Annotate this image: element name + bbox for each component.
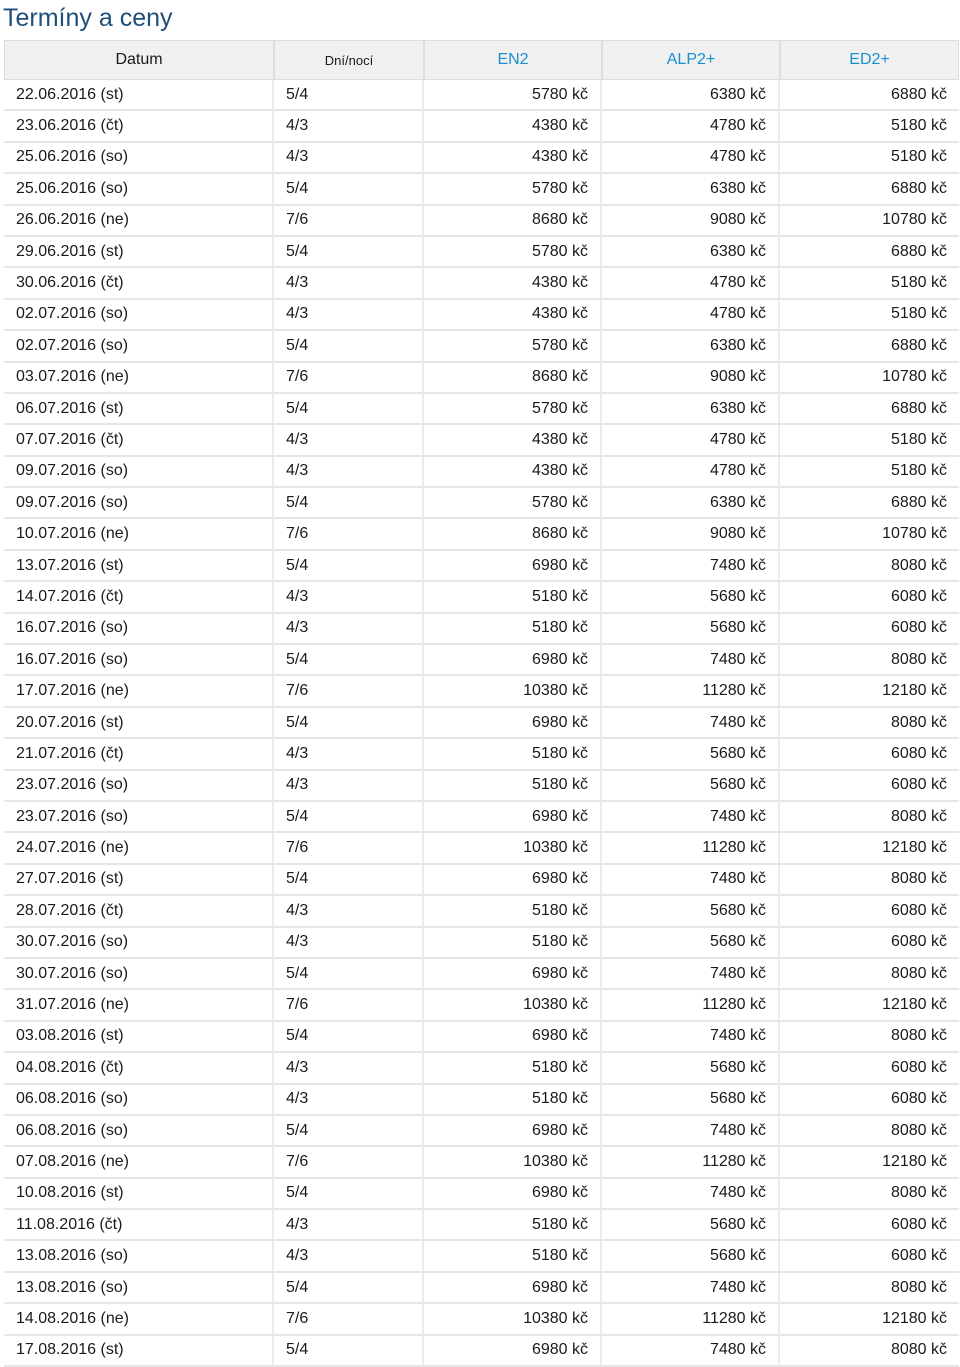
cell-price-en2: 10380 kč — [424, 1304, 602, 1335]
cell-price-en2: 5780 kč — [424, 488, 602, 519]
cell-price-en2: 10380 kč — [424, 676, 602, 707]
cell-nights: 4/3 — [274, 582, 424, 613]
cell-price-en2: 5180 kč — [424, 614, 602, 645]
cell-price-en2: 6980 kč — [424, 551, 602, 582]
cell-price-ed2: 6080 kč — [780, 739, 959, 770]
table-row — [4, 1116, 959, 1147]
cell-price-alp2: 5680 kč — [602, 771, 780, 802]
cell-price-ed2: 6080 kč — [780, 582, 959, 613]
table-row — [4, 268, 959, 299]
cell-nights: 5/4 — [274, 1179, 424, 1210]
table-header — [4, 40, 959, 80]
table-row — [4, 582, 959, 613]
table-row — [4, 771, 959, 802]
cell-price-en2: 6980 kč — [424, 1179, 602, 1210]
cell-price-ed2: 8080 kč — [780, 865, 959, 896]
table-row — [4, 708, 959, 739]
table-row — [4, 206, 959, 237]
cell-price-en2: 5780 kč — [424, 237, 602, 268]
cell-nights: 4/3 — [274, 457, 424, 488]
page-title: Termíny a ceny — [3, 4, 173, 32]
cell-price-alp2: 6380 kč — [602, 237, 780, 268]
cell-price-en2: 6980 kč — [424, 708, 602, 739]
table-row — [4, 331, 959, 362]
cell-date: 13.07.2016 (st) — [4, 551, 274, 582]
cell-nights: 7/6 — [274, 363, 424, 394]
header-row — [4, 40, 959, 80]
cell-date: 16.07.2016 (so) — [4, 645, 274, 676]
table-body — [4, 80, 959, 1367]
cell-nights: 7/6 — [274, 519, 424, 550]
table-row — [4, 551, 959, 582]
cell-price-en2: 6980 kč — [424, 1336, 602, 1367]
cell-nights: 7/6 — [274, 676, 424, 707]
cell-price-alp2: 9080 kč — [602, 206, 780, 237]
cell-date: 25.06.2016 (so) — [4, 143, 274, 174]
cell-price-alp2: 5680 kč — [602, 739, 780, 770]
cell-price-ed2: 12180 kč — [780, 990, 959, 1021]
cell-price-alp2: 9080 kč — [602, 519, 780, 550]
table-row — [4, 1085, 959, 1116]
table-row — [4, 833, 959, 864]
cell-nights: 4/3 — [274, 1241, 424, 1272]
cell-date: 30.07.2016 (so) — [4, 928, 274, 959]
cell-price-ed2: 6880 kč — [780, 331, 959, 362]
cell-date: 13.08.2016 (so) — [4, 1273, 274, 1304]
table-row — [4, 1241, 959, 1272]
cell-price-ed2: 8080 kč — [780, 708, 959, 739]
cell-price-en2: 6980 kč — [424, 865, 602, 896]
cell-price-alp2: 7480 kč — [602, 865, 780, 896]
table-row — [4, 363, 959, 394]
cell-price-ed2: 6080 kč — [780, 771, 959, 802]
cell-date: 27.07.2016 (st) — [4, 865, 274, 896]
cell-nights: 5/4 — [274, 1273, 424, 1304]
header-nights: Dní/nocí — [274, 40, 424, 80]
cell-price-en2: 5180 kč — [424, 1085, 602, 1116]
cell-price-alp2: 4780 kč — [602, 143, 780, 174]
cell-price-en2: 6980 kč — [424, 802, 602, 833]
cell-nights: 5/4 — [274, 80, 424, 111]
table-row — [4, 425, 959, 456]
cell-price-ed2: 8080 kč — [780, 1336, 959, 1367]
cell-price-ed2: 6880 kč — [780, 394, 959, 425]
cell-date: 23.06.2016 (čt) — [4, 111, 274, 142]
cell-date: 31.07.2016 (ne) — [4, 990, 274, 1021]
cell-price-en2: 6980 kč — [424, 1022, 602, 1053]
cell-date: 04.08.2016 (čt) — [4, 1053, 274, 1084]
cell-date: 30.07.2016 (so) — [4, 959, 274, 990]
cell-price-en2: 4380 kč — [424, 111, 602, 142]
cell-nights: 4/3 — [274, 739, 424, 770]
header-alp2[interactable]: ALP2+ — [602, 40, 780, 80]
cell-date: 06.08.2016 (so) — [4, 1116, 274, 1147]
cell-nights: 5/4 — [274, 1022, 424, 1053]
cell-date: 02.07.2016 (so) — [4, 331, 274, 362]
cell-price-en2: 6980 kč — [424, 645, 602, 676]
cell-price-alp2: 7480 kč — [602, 708, 780, 739]
cell-price-ed2: 6080 kč — [780, 1210, 959, 1241]
cell-price-ed2: 12180 kč — [780, 1147, 959, 1178]
cell-price-ed2: 8080 kč — [780, 1273, 959, 1304]
cell-price-en2: 6980 kč — [424, 1116, 602, 1147]
cell-nights: 7/6 — [274, 206, 424, 237]
cell-price-alp2: 7480 kč — [602, 959, 780, 990]
cell-price-ed2: 6080 kč — [780, 928, 959, 959]
cell-price-ed2: 5180 kč — [780, 300, 959, 331]
cell-nights: 4/3 — [274, 1210, 424, 1241]
table-row — [4, 739, 959, 770]
cell-nights: 5/4 — [274, 394, 424, 425]
cell-date: 17.08.2016 (st) — [4, 1336, 274, 1367]
cell-price-en2: 5180 kč — [424, 1210, 602, 1241]
cell-price-alp2: 6380 kč — [602, 174, 780, 205]
cell-price-en2: 4380 kč — [424, 143, 602, 174]
cell-date: 09.07.2016 (so) — [4, 457, 274, 488]
table-row — [4, 80, 959, 111]
cell-price-alp2: 7480 kč — [602, 1336, 780, 1367]
cell-nights: 5/4 — [274, 331, 424, 362]
cell-price-ed2: 10780 kč — [780, 206, 959, 237]
cell-price-alp2: 5680 kč — [602, 1241, 780, 1272]
cell-price-alp2: 5680 kč — [602, 928, 780, 959]
table-row — [4, 1147, 959, 1178]
cell-nights: 4/3 — [274, 143, 424, 174]
table-row — [4, 1053, 959, 1084]
cell-price-en2: 8680 kč — [424, 363, 602, 394]
table-row — [4, 111, 959, 142]
cell-price-ed2: 12180 kč — [780, 833, 959, 864]
header-en2[interactable]: EN2 — [424, 40, 602, 80]
cell-nights: 4/3 — [274, 928, 424, 959]
cell-date: 30.06.2016 (čt) — [4, 268, 274, 299]
cell-price-ed2: 6080 kč — [780, 614, 959, 645]
cell-price-alp2: 11280 kč — [602, 833, 780, 864]
cell-price-alp2: 4780 kč — [602, 457, 780, 488]
cell-price-en2: 4380 kč — [424, 268, 602, 299]
cell-nights: 5/4 — [274, 959, 424, 990]
cell-price-en2: 10380 kč — [424, 1147, 602, 1178]
table-row — [4, 1304, 959, 1335]
cell-price-en2: 5180 kč — [424, 739, 602, 770]
table-row — [4, 990, 959, 1021]
table-row — [4, 174, 959, 205]
table-row — [4, 300, 959, 331]
cell-nights: 5/4 — [274, 865, 424, 896]
cell-nights: 5/4 — [274, 237, 424, 268]
cell-date: 16.07.2016 (so) — [4, 614, 274, 645]
table-row — [4, 488, 959, 519]
cell-price-en2: 6980 kč — [424, 959, 602, 990]
cell-nights: 4/3 — [274, 268, 424, 299]
cell-date: 25.06.2016 (so) — [4, 174, 274, 205]
cell-nights: 7/6 — [274, 990, 424, 1021]
cell-price-alp2: 7480 kč — [602, 1116, 780, 1147]
cell-price-alp2: 4780 kč — [602, 425, 780, 456]
cell-price-en2: 10380 kč — [424, 990, 602, 1021]
cell-price-alp2: 5680 kč — [602, 1210, 780, 1241]
cell-date: 17.07.2016 (ne) — [4, 676, 274, 707]
cell-price-alp2: 5680 kč — [602, 896, 780, 927]
cell-price-ed2: 6880 kč — [780, 488, 959, 519]
cell-price-ed2: 6880 kč — [780, 174, 959, 205]
cell-price-ed2: 6880 kč — [780, 237, 959, 268]
cell-price-ed2: 6080 kč — [780, 1241, 959, 1272]
cell-price-en2: 4380 kč — [424, 425, 602, 456]
table-row — [4, 802, 959, 833]
cell-price-ed2: 5180 kč — [780, 143, 959, 174]
cell-price-ed2: 8080 kč — [780, 551, 959, 582]
cell-nights: 4/3 — [274, 425, 424, 456]
cell-price-alp2: 9080 kč — [602, 363, 780, 394]
cell-price-en2: 8680 kč — [424, 206, 602, 237]
cell-price-ed2: 6080 kč — [780, 896, 959, 927]
cell-price-en2: 5780 kč — [424, 394, 602, 425]
cell-price-alp2: 7480 kč — [602, 1022, 780, 1053]
table-row — [4, 1210, 959, 1241]
cell-date: 07.08.2016 (ne) — [4, 1147, 274, 1178]
cell-price-alp2: 11280 kč — [602, 1147, 780, 1178]
cell-nights: 4/3 — [274, 1085, 424, 1116]
cell-nights: 5/4 — [274, 645, 424, 676]
cell-price-alp2: 5680 kč — [602, 1085, 780, 1116]
table-row — [4, 1336, 959, 1367]
cell-date: 06.08.2016 (so) — [4, 1085, 274, 1116]
cell-date: 29.06.2016 (st) — [4, 237, 274, 268]
cell-date: 20.07.2016 (st) — [4, 708, 274, 739]
table-row — [4, 676, 959, 707]
cell-nights: 5/4 — [274, 1116, 424, 1147]
table-row — [4, 645, 959, 676]
cell-price-alp2: 6380 kč — [602, 394, 780, 425]
cell-nights: 5/4 — [274, 488, 424, 519]
cell-price-alp2: 7480 kč — [602, 551, 780, 582]
cell-nights: 4/3 — [274, 896, 424, 927]
cell-price-alp2: 5680 kč — [602, 614, 780, 645]
cell-nights: 4/3 — [274, 771, 424, 802]
cell-price-alp2: 11280 kč — [602, 1304, 780, 1335]
cell-date: 03.07.2016 (ne) — [4, 363, 274, 394]
cell-price-en2: 5180 kč — [424, 896, 602, 927]
table-row — [4, 1273, 959, 1304]
cell-date: 21.07.2016 (čt) — [4, 739, 274, 770]
cell-nights: 7/6 — [274, 1147, 424, 1178]
cell-price-en2: 6980 kč — [424, 1273, 602, 1304]
cell-price-ed2: 8080 kč — [780, 959, 959, 990]
cell-price-en2: 5780 kč — [424, 331, 602, 362]
cell-price-alp2: 6380 kč — [602, 80, 780, 111]
cell-date: 28.07.2016 (čt) — [4, 896, 274, 927]
table-row — [4, 1179, 959, 1210]
cell-nights: 5/4 — [274, 551, 424, 582]
cell-nights: 7/6 — [274, 833, 424, 864]
table-row — [4, 1022, 959, 1053]
cell-price-en2: 5780 kč — [424, 174, 602, 205]
table-row — [4, 394, 959, 425]
cell-date: 24.07.2016 (ne) — [4, 833, 274, 864]
cell-price-alp2: 6380 kč — [602, 488, 780, 519]
cell-nights: 5/4 — [274, 1336, 424, 1367]
cell-nights: 4/3 — [274, 1053, 424, 1084]
cell-price-en2: 5180 kč — [424, 582, 602, 613]
cell-date: 06.07.2016 (st) — [4, 394, 274, 425]
cell-date: 26.06.2016 (ne) — [4, 206, 274, 237]
cell-price-en2: 5180 kč — [424, 1053, 602, 1084]
cell-date: 03.08.2016 (st) — [4, 1022, 274, 1053]
cell-price-ed2: 5180 kč — [780, 457, 959, 488]
cell-nights: 7/6 — [274, 1304, 424, 1335]
cell-price-ed2: 10780 kč — [780, 363, 959, 394]
cell-price-ed2: 5180 kč — [780, 425, 959, 456]
cell-date: 09.07.2016 (so) — [4, 488, 274, 519]
cell-date: 23.07.2016 (so) — [4, 802, 274, 833]
cell-date: 14.08.2016 (ne) — [4, 1304, 274, 1335]
table-row — [4, 959, 959, 990]
cell-price-ed2: 8080 kč — [780, 1022, 959, 1053]
cell-date: 22.06.2016 (st) — [4, 80, 274, 111]
cell-nights: 4/3 — [274, 111, 424, 142]
cell-price-ed2: 12180 kč — [780, 676, 959, 707]
cell-price-en2: 10380 kč — [424, 833, 602, 864]
cell-price-alp2: 5680 kč — [602, 1053, 780, 1084]
cell-price-en2: 5780 kč — [424, 80, 602, 111]
cell-price-alp2: 4780 kč — [602, 268, 780, 299]
cell-price-ed2: 10780 kč — [780, 519, 959, 550]
cell-price-alp2: 7480 kč — [602, 802, 780, 833]
cell-price-alp2: 11280 kč — [602, 990, 780, 1021]
cell-price-alp2: 7480 kč — [602, 1179, 780, 1210]
cell-price-ed2: 6080 kč — [780, 1085, 959, 1116]
cell-price-en2: 8680 kč — [424, 519, 602, 550]
cell-nights: 4/3 — [274, 300, 424, 331]
cell-nights: 5/4 — [274, 802, 424, 833]
cell-price-en2: 5180 kč — [424, 928, 602, 959]
cell-date: 14.07.2016 (čt) — [4, 582, 274, 613]
cell-nights: 5/4 — [274, 174, 424, 205]
cell-price-ed2: 8080 kč — [780, 1179, 959, 1210]
table-row — [4, 896, 959, 927]
table-row — [4, 237, 959, 268]
cell-price-ed2: 12180 kč — [780, 1304, 959, 1335]
cell-price-en2: 5180 kč — [424, 1241, 602, 1272]
cell-date: 10.08.2016 (st) — [4, 1179, 274, 1210]
cell-nights: 4/3 — [274, 614, 424, 645]
cell-price-ed2: 8080 kč — [780, 645, 959, 676]
cell-price-ed2: 5180 kč — [780, 268, 959, 299]
cell-price-alp2: 7480 kč — [602, 1273, 780, 1304]
cell-price-ed2: 6080 kč — [780, 1053, 959, 1084]
cell-price-en2: 4380 kč — [424, 300, 602, 331]
table-row — [4, 614, 959, 645]
cell-date: 07.07.2016 (čt) — [4, 425, 274, 456]
table-row — [4, 143, 959, 174]
cell-price-alp2: 6380 kč — [602, 331, 780, 362]
cell-date: 23.07.2016 (so) — [4, 771, 274, 802]
cell-price-ed2: 6880 kč — [780, 80, 959, 111]
header-ed2[interactable]: ED2+ — [780, 40, 959, 80]
cell-nights: 5/4 — [274, 708, 424, 739]
header-date[interactable]: Datum — [4, 40, 274, 80]
cell-date: 11.08.2016 (čt) — [4, 1210, 274, 1241]
table-row — [4, 519, 959, 550]
cell-date: 10.07.2016 (ne) — [4, 519, 274, 550]
cell-date: 02.07.2016 (so) — [4, 300, 274, 331]
table-row — [4, 457, 959, 488]
table-row — [4, 928, 959, 959]
table-row — [4, 865, 959, 896]
cell-price-en2: 5180 kč — [424, 771, 602, 802]
cell-price-alp2: 4780 kč — [602, 300, 780, 331]
cell-price-ed2: 8080 kč — [780, 802, 959, 833]
cell-price-ed2: 8080 kč — [780, 1116, 959, 1147]
cell-price-alp2: 4780 kč — [602, 111, 780, 142]
cell-price-alp2: 5680 kč — [602, 582, 780, 613]
cell-price-en2: 4380 kč — [424, 457, 602, 488]
cell-price-alp2: 7480 kč — [602, 645, 780, 676]
cell-price-alp2: 11280 kč — [602, 676, 780, 707]
cell-price-ed2: 5180 kč — [780, 111, 959, 142]
price-table — [4, 40, 959, 1367]
cell-date: 13.08.2016 (so) — [4, 1241, 274, 1272]
